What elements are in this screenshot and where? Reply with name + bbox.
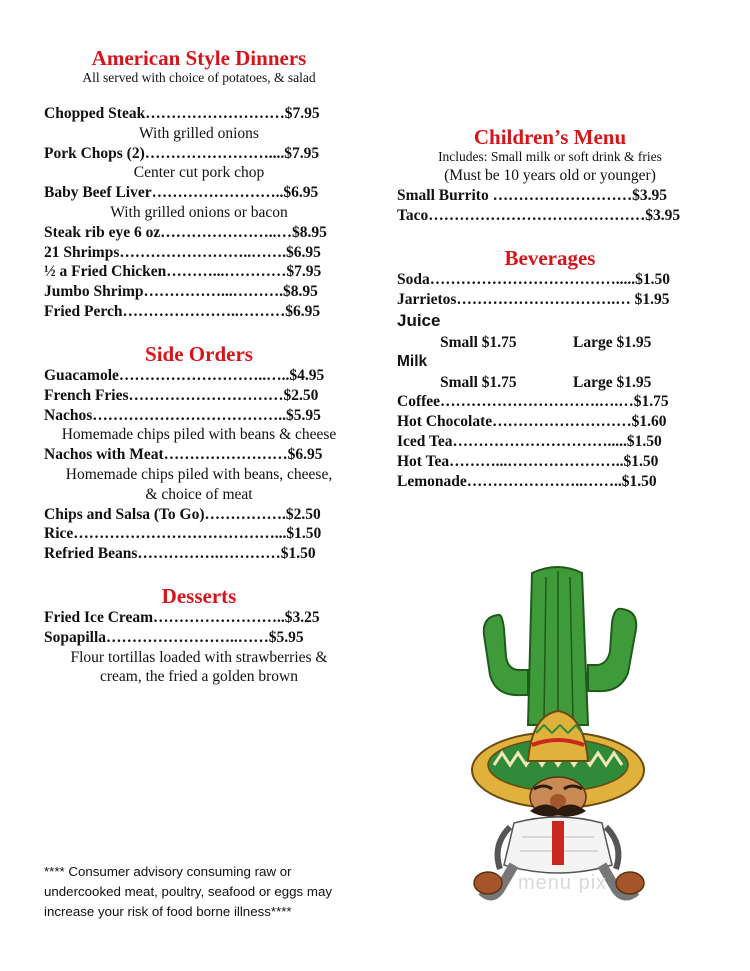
menu-item: Rice…………………………………...$1.50 [44,525,322,543]
desserts-title: Desserts [161,584,237,608]
menu-item-description: With grilled onions [139,124,259,142]
beverages-title: Beverages [504,246,596,270]
menu-item-description: Flour tortillas loaded with strawberries & [70,648,328,666]
childrens-menu-subtitle: Includes: Small milk or soft drink & fries [438,149,662,164]
american-dinners-title: American Style Dinners [91,46,307,70]
consumer-advisory [44,862,364,922]
menu-item: Refried Beans…………….…………$1.50 [44,545,316,563]
menu-item-description: Homemade chips piled with beans & cheese [61,426,337,444]
menu-item: French Fries…………………………$2.50 [44,386,319,404]
cactus-illustration [470,565,650,910]
american-dinners-subtitle: All served with choice of potatoes, & salad [82,70,316,85]
menu-item: Baby Beef Liver……………………..$6.95 [44,184,319,202]
menu-item-description: cream, the fried a golden brown [100,668,298,686]
milk-small-price: Small $1.75 [440,374,517,391]
menu-item: Pork Chops (2)……………………....$7.95 [44,144,320,162]
menu-item: Nachos with Meat……………………$6.95 [44,446,323,464]
menu-item: Steak rib eye 6 oz…………………..…$8.95 [44,223,327,241]
menu-item: Iced Tea………………………….....$1.50 [397,433,662,450]
menu-item: Nachos………………………………..$5.95 [44,406,321,424]
menu-item: Hot Chocolate………………………$1.60 [397,413,667,430]
menu-item: 21 Shrimps……………………..…….$6.95 [44,243,321,261]
menu-item: Fried Ice Cream……………………..$3.25 [44,609,320,626]
menu-item-soda: Soda……………………………….....$1.50 [397,271,670,288]
menu-item-jarritos: Jarrietos………………………….… $1.95 [397,291,670,308]
menu-item: Small Burrito ………………………$3.95 [397,187,667,204]
menu-item-description: Homemade chips piled with beans, cheese, [65,465,333,483]
advisory-line: increase your risk of food borne illness**** [44,904,292,919]
cactus-mexican-man-icon [470,565,650,910]
advisory-line: **** Consumer advisory consuming raw or [44,864,292,879]
menu-item: Jumbo Shrimp……………...……….$8.95 [44,283,318,301]
menu-item: Sopapilla……………………..……$5.95 [44,628,304,646]
advisory-line: undercooked meat, poultry, seafood or eggs may [44,884,333,899]
menu-item: ½ a Fried Chicken………...…………$7.95 [44,263,322,281]
menu-item: Chips and Salsa (To Go)…………….$2.50 [44,505,321,523]
childrens-menu-age-note: (Must be 10 years old or younger) [444,167,656,184]
milk-large-price: Large $1.95 [573,374,652,391]
beverages-list [397,392,707,492]
milk-label: Milk [397,353,428,370]
menu-item-description: & choice of meat [145,485,253,503]
childrens-menu-title: Children’s Menu [473,125,627,149]
menu-item-description: With grilled onions or bacon [110,203,288,221]
juice-large-price: Large $1.95 [573,334,652,351]
side-orders-title: Side Orders [145,342,253,366]
menu-item: Taco……………………………………$3.95 [397,207,681,224]
watermark-text: menu pix [518,872,608,894]
desserts-list [44,608,354,687]
menu-item: Chopped Steak………………………$7.95 [44,105,320,122]
juice-small-price: Small $1.75 [440,334,517,351]
menu-item-description: Center cut pork chop [133,164,265,182]
side-orders-list [44,366,354,564]
juice-label: Juice [397,311,441,330]
menu-item: Fried Perch…………………..………$6.95 [44,302,321,320]
american-dinners-list [44,104,354,322]
menu-item: Lemonade…………………..……..$1.50 [397,473,657,490]
childrens-menu-list [397,186,707,226]
menu-item: Coffee………………………….….…$1.75 [397,393,669,410]
menu-item: Guacamole………………………..…..$4.95 [44,367,325,384]
menu-item: Hot Tea………...…………………..$1.50 [397,453,659,470]
